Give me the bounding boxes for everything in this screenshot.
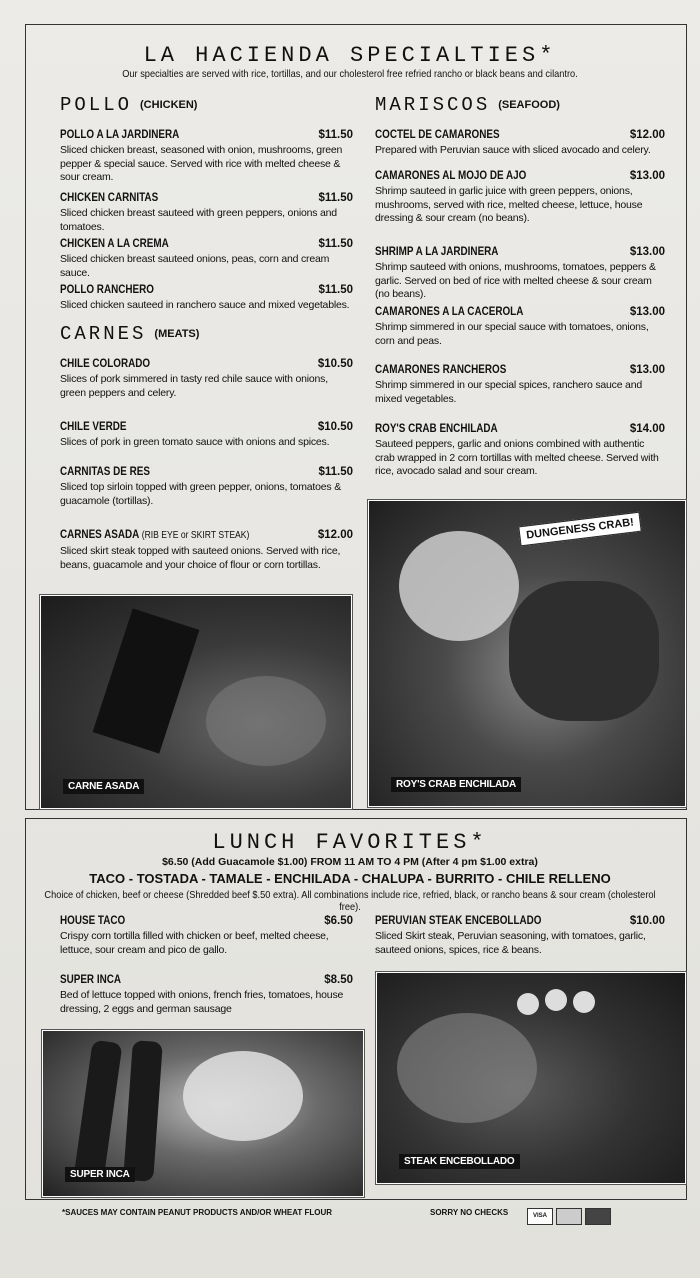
item-price: $13.00 [629,246,665,258]
item-price: $10.50 [317,358,353,370]
dungeness-bubble: DUNGENESS CRAB! [518,512,642,547]
item-desc: Slices of pork in green tomato sauce with onions and spices. [60,436,330,448]
item-price: $13.00 [629,170,665,182]
crab-enchilada-photo [368,500,686,807]
item-price: $11.50 [318,284,353,296]
item-name: CARNES ASADA (RIB EYE or SKIRT STEAK) [60,529,250,541]
item-desc: Sliced chicken sauteed in ranchero sauce and mixed vegetables. [60,299,350,311]
menu-item [375,245,665,302]
item-desc: Sliced skirt steak topped with sauteed onions. Served with rice, beans, guacamole and your choice of flour or corn tortillas. [60,545,341,571]
item-price: $12.00 [317,529,353,541]
photo-caption: SUPER INCA [65,1167,135,1182]
item-price: $12.00 [629,129,665,141]
menu-item [375,169,665,226]
item-name: CHICKEN A LA CREMA [60,238,169,250]
item-name: CHILE COLORADO [60,358,151,370]
item-desc: Sliced chicken breast sauteed onions, peas, corn and cream sauce. [60,253,330,279]
item-desc: Sauteed peppers, garlic and onions combined with authentic crab wrapped in 2 corn tortillas with melted cheese. Served with rice, avocado salad and sour cream. [375,438,659,477]
item-desc: Crispy corn tortilla filled with chicken or beef, melted cheese, lettuce, sour cream and pico de gallo. [60,930,329,956]
menu-item [375,422,665,479]
menu-item [60,465,353,508]
item-desc: Shrimp sauteed in garlic juice with green peppers, onions, mushrooms, served with rice, melted cheese, lettuce, house dressing & sour cream (no beans). [375,185,643,224]
item-price: $8.50 [324,974,353,986]
mastercard-icon [556,1208,582,1225]
rice-shape [399,531,519,641]
steak-shape [93,608,200,753]
menu-item [375,363,665,406]
tomato-slice [573,991,595,1013]
item-desc: Slices of pork simmered in tasty red chile sauce with onions, green peppers and celery. [60,373,328,399]
item-price: $14.00 [629,423,665,435]
item-name: CAMARONES AL MOJO DE AJO [375,170,527,182]
item-name: ROY'S CRAB ENCHILADA [375,423,498,435]
menu-item [60,191,353,234]
item-name: CARNITAS DE RES [60,466,150,478]
item-name: HOUSE TACO [60,915,126,927]
menu-item [60,283,353,313]
item-price: $11.50 [318,466,353,478]
menu-item [60,357,353,400]
item-desc: Sliced chicken breast, seasoned with onion, mushrooms, green pepper & special sauce. Served with rice with melted cheese & sour cream. [60,144,343,183]
menu-item [60,973,353,1016]
item-name: POLLO RANCHERO [60,284,154,296]
rice-shape [397,1013,537,1123]
lunch-title: LUNCH FAVORITES* [212,830,488,855]
item-price: $11.50 [318,238,353,250]
item-name: SHRIMP A LA JARDINERA [375,246,499,258]
item-desc: Shrimp simmered in our special spices, ranchero sauce and mixed vegetables. [375,379,642,405]
item-desc: Sliced Skirt steak, Peruvian seasoning, with tomatoes, garlic, sauteed onions, spices, rice & beans. [375,930,646,956]
super-inca-photo [42,1030,364,1197]
item-name: CHICKEN CARNITAS [60,192,159,204]
lunch-choice: Choice of chicken, beef or cheese (Shredded beef $.50 extra). All combinations include rice, refried, black, or rancho beans & sour cream (cholesterol free). [44,889,656,913]
cheese-shape [206,676,326,766]
menu-item [375,914,665,957]
item-desc: Bed of lettuce topped with onions, french fries, tomatoes, house dressing, 2 eggs and german sausage [60,989,344,1015]
item-desc: Shrimp simmered in our special sauce with tomatoes, onions, corn and peas. [375,321,649,347]
specialties-subtitle: Our specialties are served with rice, tortillas, and our cholesterol free refried rancho or black beans and cilantro. [122,68,578,80]
item-price: $11.50 [318,129,353,141]
menu-item [60,237,353,280]
carne-asada-photo [40,595,352,809]
photo-caption: CARNE ASADA [63,779,144,794]
allergy-note: *SAUCES MAY CONTAIN PEANUT PRODUCTS AND/OR WHEAT FLOUR [62,1208,333,1217]
enchilada-shape [509,581,659,721]
lunch-options: TACO - TOSTADA - TAMALE - ENCHILADA - CHALUPA - BURRITO - CHILE RELLENO [89,871,611,886]
item-price: $13.00 [629,306,665,318]
specialties-title: LA HACIENDA SPECIALTIES* [143,43,557,68]
discover-card-icon [585,1208,611,1225]
item-desc: Prepared with Peruvian sauce with sliced avocado and celery. [375,144,651,156]
menu-item [60,420,353,450]
tomato-slice [517,993,539,1015]
item-name: POLLO A LA JARDINERA [60,129,180,141]
carnes-heading: CARNES (MEATS) [60,323,200,345]
item-name: COCTEL DE CAMARONES [375,129,500,141]
sausage-shape [123,1040,163,1182]
egg-shape [183,1051,303,1141]
visa-card-icon: VISA [527,1208,553,1225]
item-desc: Sliced chicken breast sauteed with green peppers, onions and tomatoes. [60,207,337,233]
sausage-shape [73,1040,122,1183]
steak-encebollado-photo [376,972,686,1184]
item-name: CHILE VERDE [60,421,127,433]
pollo-heading: POLLO (CHICKEN) [60,94,198,116]
photo-caption: STEAK ENCEBOLLADO [399,1154,520,1169]
lunch-price-line: $6.50 (Add Guacamole $1.00) FROM 11 AM TO 4 PM (After 4 pm $1.00 extra) [162,856,538,868]
item-name: SUPER INCA [60,974,122,986]
item-desc: Sliced top sirloin topped with green pepper, onions, tomatoes & guacamole (tortillas). [60,481,342,507]
no-checks-note: SORRY NO CHECKS [430,1208,509,1217]
mariscos-heading: MARISCOS (SEAFOOD) [375,94,560,116]
item-price: $6.50 [324,915,353,927]
item-name: PERUVIAN STEAK ENCEBOLLADO [375,915,542,927]
tomato-slice [545,989,567,1011]
photo-caption: ROY'S CRAB ENCHILADA [391,777,521,792]
item-name: CAMARONES RANCHEROS [375,364,507,376]
menu-item [60,914,353,957]
menu-item [375,128,665,158]
item-price: $10.50 [317,421,353,433]
item-price: $11.50 [318,192,353,204]
menu-item [60,528,353,572]
item-price: $13.00 [629,364,665,376]
menu-item [375,305,665,348]
menu-item [60,128,353,185]
item-desc: Shrimp sauteed with onions, mushrooms, tomatoes, peppers & garlic. Served on bed of rice with melted cheese & sour cream (no beans). [375,261,656,300]
item-price: $10.00 [629,915,665,927]
item-name: CAMARONES A LA CACEROLA [375,306,524,318]
